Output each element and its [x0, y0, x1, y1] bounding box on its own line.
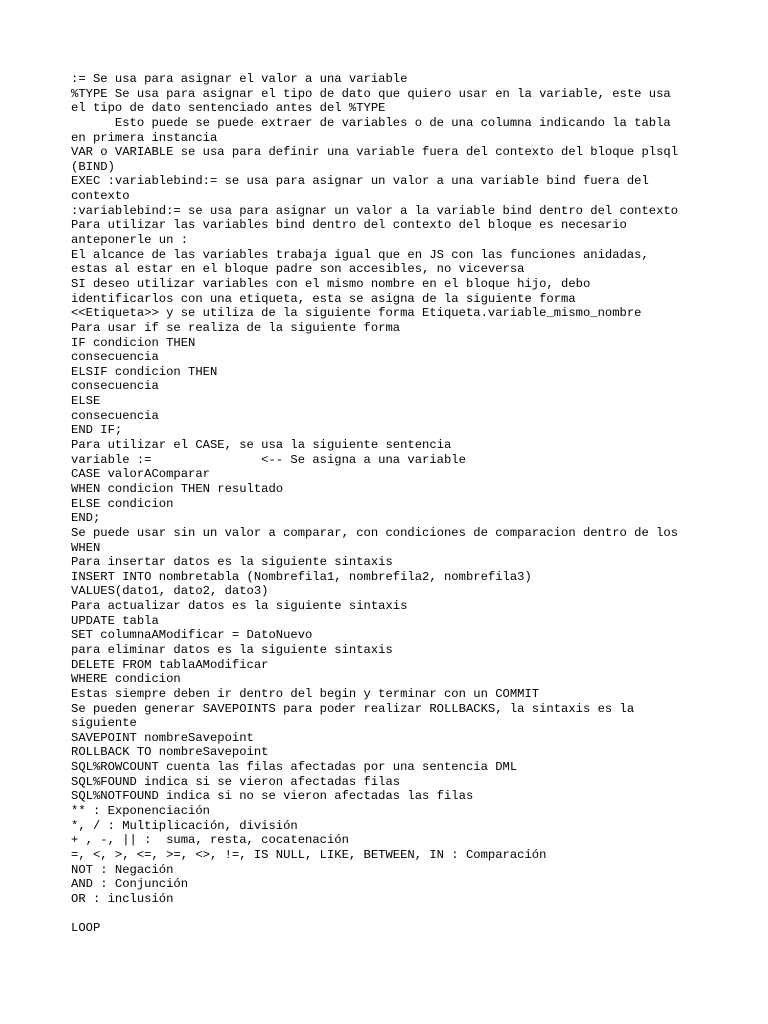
text-line: ELSE condicion: [71, 496, 174, 511]
text-line: Para utilizar el CASE, se usa la siguiente sentencia: [71, 438, 452, 453]
text-line: IF condicion THEN: [71, 335, 196, 350]
text-line: %TYPE Se usa para asignar el tipo de dato que quiero usar en la variable, este usa: [71, 86, 671, 101]
text-line: ELSIF condicion THEN: [71, 364, 218, 379]
text-line: para eliminar datos es la siguiente sintaxis: [71, 642, 393, 657]
text-line: =, <, >, <=, >=, <>, !=, IS NULL, LIKE, BETWEEN, IN : Comparación: [71, 847, 547, 862]
text-line: (BIND): [71, 159, 115, 174]
text-line: LOOP: [71, 921, 101, 936]
text-line: EXEC :variablebind:= se usa para asignar un valor a una variable bind fuera del: [71, 174, 649, 189]
text-line: SET columnaAModificar = DatoNuevo: [71, 628, 313, 643]
text-line: consecuencia: [71, 408, 159, 423]
text-line: el tipo de dato sentenciado antes del %TYPE: [71, 101, 386, 116]
document-page: [71, 72, 711, 936]
text-line: contexto: [71, 189, 130, 204]
text-line: SQL%NOTFOUND indica si no se vieron afectadas las filas: [71, 789, 474, 804]
text-line: identificarlos con una etiqueta, esta se asigna de la siguiente forma: [71, 291, 576, 306]
text-line: Para actualizar datos es la siguiente sintaxis: [71, 599, 408, 614]
text-line: AND : Conjunción: [71, 877, 189, 892]
text-line: SQL%FOUND indica si se vieron afectadas filas: [71, 774, 401, 789]
text-line: SI deseo utilizar variables con el mismo nombre en el bloque hijo, debo: [71, 276, 591, 291]
text-line: SQL%ROWCOUNT cuenta las filas afectadas por una sentencia DML: [71, 760, 518, 775]
text-line: CASE valorAComparar: [71, 467, 210, 482]
text-line: <<Etiqueta>> y se utiliza de la siguiente forma Etiqueta.variable_mismo_nombre: [71, 306, 642, 321]
text-line: VALUES(dato1, dato2, dato3): [71, 584, 269, 599]
text-line: END;: [71, 511, 101, 526]
text-line: Se pueden generar SAVEPOINTS para poder realizar ROLLBACKS, la sintaxis es la: [71, 701, 635, 716]
blank-line: [71, 907, 711, 922]
text-line: VAR o VARIABLE se usa para definir una variable fuera del contexto del bloque plsql: [71, 145, 679, 160]
text-line: *, / : Multiplicación, división: [71, 818, 298, 833]
text-line: NOT : Negación: [71, 862, 174, 877]
text-line: INSERT INTO nombretabla (Nombrefila1, nombrefila2, nombrefila3): [71, 569, 532, 584]
text-line: variable := <-- Se asigna a una variable: [71, 452, 466, 467]
text-line: Se puede usar sin un valor a comparar, con condiciones de comparacion dentro de los: [71, 525, 679, 540]
text-line: ROLLBACK TO nombreSavepoint: [71, 745, 269, 760]
text-line: Para usar if se realiza de la siguiente forma: [71, 320, 401, 335]
text-line: :variablebind:= se usa para asignar un valor a la variable bind dentro del contexto: [71, 203, 679, 218]
text-line: Para insertar datos es la siguiente sintaxis: [71, 555, 393, 570]
text-line: El alcance de las variables trabaja igual que en JS con las funciones anidadas,: [71, 247, 649, 262]
text-line: en primera instancia: [71, 130, 218, 145]
text-line: ** : Exponenciación: [71, 804, 210, 819]
text-line: anteponerle un :: [71, 233, 189, 248]
text-line: consecuencia: [71, 379, 159, 394]
text-line: UPDATE tabla: [71, 613, 159, 628]
text-line: WHEN condicion THEN resultado: [71, 481, 284, 496]
text-line: DELETE FROM tablaAModificar: [71, 657, 269, 672]
text-line: estas al estar en el bloque padre son accesibles, no viceversa: [71, 262, 525, 277]
text-line: Esto puede se puede extraer de variables o de una columna indicando la tabla: [71, 115, 671, 130]
text-line: END IF;: [71, 423, 123, 438]
text-line: + , -, || : suma, resta, cocatenación: [71, 833, 349, 848]
text-line: ELSE: [71, 394, 101, 409]
text-line: consecuencia: [71, 350, 159, 365]
text-line: WHERE condicion: [71, 672, 181, 687]
text-line: OR : inclusión: [71, 891, 174, 906]
text-line: SAVEPOINT nombreSavepoint: [71, 730, 254, 745]
text-line: Estas siempre deben ir dentro del begin y terminar con un COMMIT: [71, 686, 540, 701]
text-line: := Se usa para asignar el valor a una variable: [71, 72, 408, 86]
text-line: siguiente: [71, 716, 137, 731]
text-line: WHEN: [71, 540, 101, 555]
text-line: Para utilizar las variables bind dentro del contexto del bloque es necesario: [71, 218, 627, 233]
